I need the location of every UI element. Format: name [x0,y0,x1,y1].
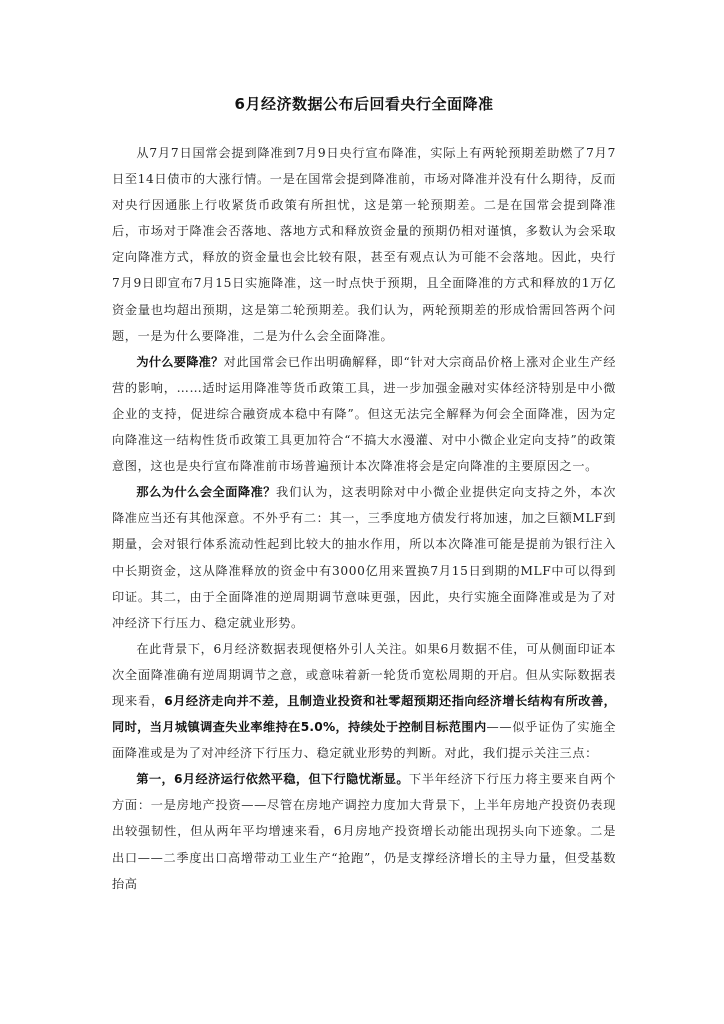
paragraph-5-text: 下半年经济下行压力将主要来自两个方面：一是房地产投资——尽管在房地产调控力度加大背景下，上半年房地产投资仍表现出较强韧性，但从两年平均增速来看，6月房地产投资增长动能出现拐头向下迹象。二是出口——二季度出口高增带动工业生产“抢跑”，仍是支撑经济增长的主导力量，但受基数抬高 [112,772,616,891]
paragraph-3 [112,479,616,636]
paragraph-4-bold-finding: 6月经济走向并不差，且制造业投资和社零超预期还指向经济增长结构有所改善，同时，当月城镇调查失业率维持在5.0%，持续处于控制目标范围内 [112,693,616,735]
paragraph-2 [112,349,616,479]
paragraph-4 [112,636,616,766]
paragraph-5 [112,766,616,896]
paragraph-4-text-tail: ——似乎证伪了实施全面降准或是为了对冲经济下行压力、稳定就业形势的判断。对此，我们提示关注三点： [112,720,616,761]
paragraph-4-text-lead: 在此背景下，6月经济数据表现便格外引人关注。如果6月数据不佳，可从侧面印证本次全面降准确有逆周期调节之意，或意味着新一轮货币宽松周期的开启。但从实际数据表现来看， [112,641,616,708]
paragraph-2-text: 对此国常会已作出明确解释，即“针对大宗商品价格上涨对企业生产经营的影响，……适时运用降准等货币政策工具，进一步加强金融对实体经济特别是中小微企业的支持，促进综合融资成本稳中有降”。但这无法完全解释为何会全面降准，因为定向降准这一结构性货币政策工具更加符合“不搞大水漫灌、对中小微企业定向支持”的政策意图，这也是央行宣布降准前市场普遍预计本次降准将会是定向降准的主要原因之一。 [112,354,616,474]
paragraph-5-bold-heading: 第一，6月经济运行依然平稳，但下行隐忧渐显。 [136,772,409,787]
document-title: 6月经济数据公布后回看央行全面降准 [234,95,494,113]
paragraph-2-bold-heading: 为什么要降准？ [136,354,224,369]
paragraph-3-bold-heading: 那么为什么会全面降准？ [136,485,276,500]
paragraph-1-text: 从7月7日国常会提到降准到7月9日央行宣布降准，实际上有两轮预期差助燃了7月7日至14日债市的大涨行情。一是在国常会提到降准前，市场对降准并没有什么期待，反而对央行因通胀上行收紧货币政策有所担忧，这是第一轮预期差。二是在国常会提到降准后，市场对于降准会否落地、落地方式和释放资金量的预期仍相对谨慎，多数认为会采取定向降准方式，释放的资金量也会比较有限，甚至有观点认为可能不会落地。因此，央行7月9日即宣布7月15日实施降准，这一时点快于预期，且全面降准的方式和释放的1万亿资金量也均超出预期，这是第二轮预期差。我们认为，两轮预期差的形成恰需回答两个问题，一是为什么要降准，二是为什么会全面降准。 [112,146,616,343]
paragraph-1 [112,140,616,349]
paragraph-3-text: 我们认为，这表明除对中小微企业提供定向支持之外，本次降准应当还有其他深意。不外乎有二：其一，三季度地方债发行将加速，加之巨额MLF到期量，会对银行体系流动性起到比较大的抽水作用，所以本次降准可能是提前为银行注入中长期资金，这从降准释放的资金中有3000亿用来置换7月15日到期的MLF中可以得到印证。其二，由于全面降准的逆周期调节意味更强，因此，央行实施全面降准或是为了对冲经济下行压力、稳定就业形势。 [112,485,617,630]
